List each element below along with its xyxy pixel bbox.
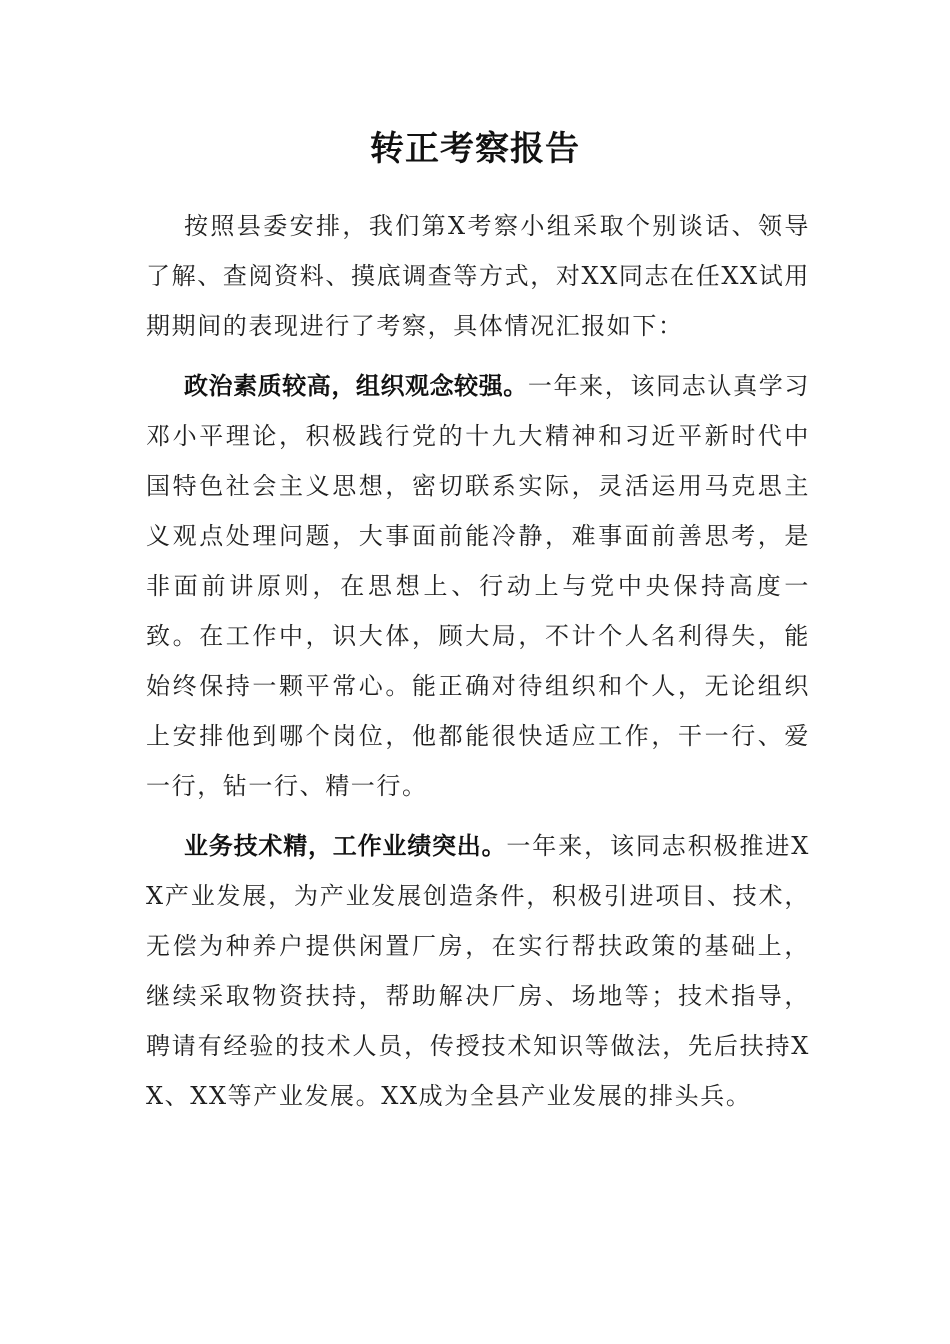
document-body — [146, 201, 810, 1121]
paragraph-political-quality-text: 一年来，该同志认真学习邓小平理论，积极践行党的十九大精神和习近平新时代中国特色社会主义思想，密切联系实际，灵活运用马克思主义观点处理问题，大事面前能冷静，难事面前善思考，是非面前讲原则，在思想上、行动上与党中央保持高度一致。在工作中，识大体，顾大局，不计个人名利得失，能始终保持一颗平常心。能正确对待组织和个人，无论组织上安排他到哪个岗位，他都能很快适应工作，干一行、爱一行，钻一行、精一行。 — [146, 372, 810, 800]
document-title: 转正考察报告 — [370, 129, 580, 169]
paragraph-intro — [146, 201, 810, 351]
paragraph-work-performance-heading: 业务技术精，工作业绩突出。 — [184, 832, 507, 860]
paragraph-work-performance — [146, 821, 810, 1121]
paragraph-political-quality-heading: 政治素质较高，组织观念较强。 — [184, 372, 528, 400]
paragraph-political-quality — [146, 361, 810, 811]
paragraph-work-performance-text: 一年来，该同志积极推进XX产业发展，为产业发展创造条件，积极引进项目、技术，无偿为种养户提供闲置厂房，在实行帮扶政策的基础上，继续采取物资扶持，帮助解决厂房、场地等；技术指导，聘请有经验的技术人员，传授技术知识等做法，先后扶持XX、XX等产业发展。XX成为全县产业发展的排头兵。 — [146, 832, 810, 1110]
paragraph-intro-text: 按照县委安排，我们第X考察小组采取个别谈话、领导了解、查阅资料、摸底调查等方式，对XX同志在任XX试用期期间的表现进行了考察，具体情况汇报如下： — [146, 212, 810, 340]
